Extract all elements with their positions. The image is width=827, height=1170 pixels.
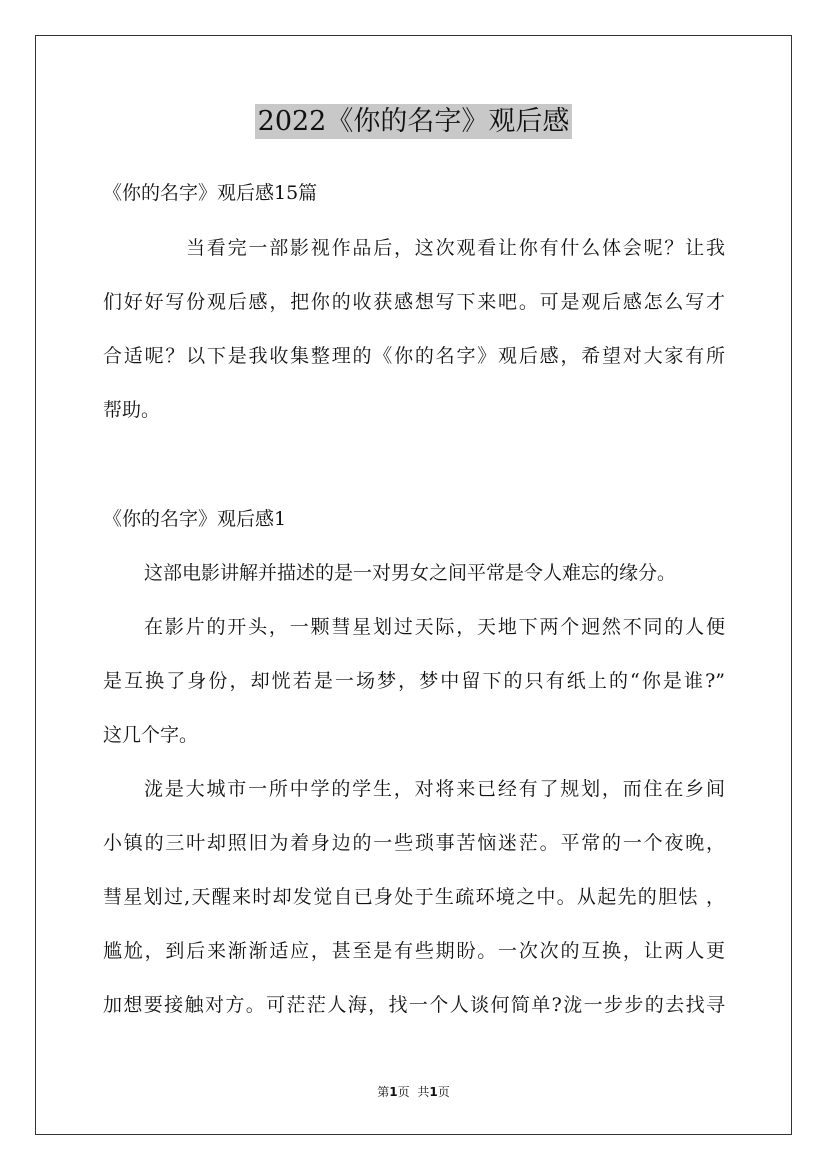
footer-page-num: 1 xyxy=(389,1085,398,1099)
footer-total-unit: 页 xyxy=(437,1085,450,1099)
section-heading: 《你的名字》观后感1 xyxy=(103,508,287,530)
body-line: 彗星划过,天醒来时却发觉自已身处于生疏环境之中。从起先的胆怯 ， xyxy=(103,886,725,908)
body-line: 这几个字。 xyxy=(103,724,199,746)
body-line: 加想要接触对方。可茫茫人海，找一个人谈何简单?泷一步步的去找寻 xyxy=(103,994,725,1016)
footer-page-label: 第 xyxy=(377,1085,390,1099)
intro-line: 合适呢？以下是我收集整理的《你的名字》观后感，希望对大家有所 xyxy=(103,345,725,367)
footer-total-label: 共 xyxy=(417,1085,430,1099)
document-title-text: 2022《你的名字》观后感 xyxy=(255,104,573,139)
footer-page-unit: 页 xyxy=(397,1085,410,1099)
body-line: 小镇的三叶却照旧为着身边的一些琐事苦恼迷茫。平常的一个夜晚， xyxy=(103,832,725,854)
body-line: 是互换了身份，却恍若是一场梦，梦中留下的只有纸上的“你是谁?” xyxy=(103,670,725,692)
body-line: 尴尬，到后来渐渐适应，甚至是有些期盼。一次次的互换，让两人更 xyxy=(103,940,725,962)
page-footer xyxy=(0,1083,827,1100)
document-title xyxy=(0,102,827,142)
body-line: 泷是大城市一所中学的学生，对将来已经有了规划，而住在乡间 xyxy=(144,778,725,800)
intro-line: 当看完一部影视作品后，这次观看让你有什么体会呢？让我 xyxy=(186,237,725,259)
intro-line: 帮助。 xyxy=(103,399,161,421)
body-line: 这部电影讲解并描述的是一对男女之间平常是令人难忘的缘分。 xyxy=(144,562,677,584)
body-line: 在影片的开头，一颗彗星划过天际，天地下两个迥然不同的人便 xyxy=(144,616,725,638)
intro-line: 们好好写份观后感，把你的收获感想写下来吧。可是观后感怎么写才 xyxy=(103,291,725,313)
footer-total-num: 1 xyxy=(429,1085,438,1099)
subtitle: 《你的名字》观后感15篇 xyxy=(103,182,318,204)
